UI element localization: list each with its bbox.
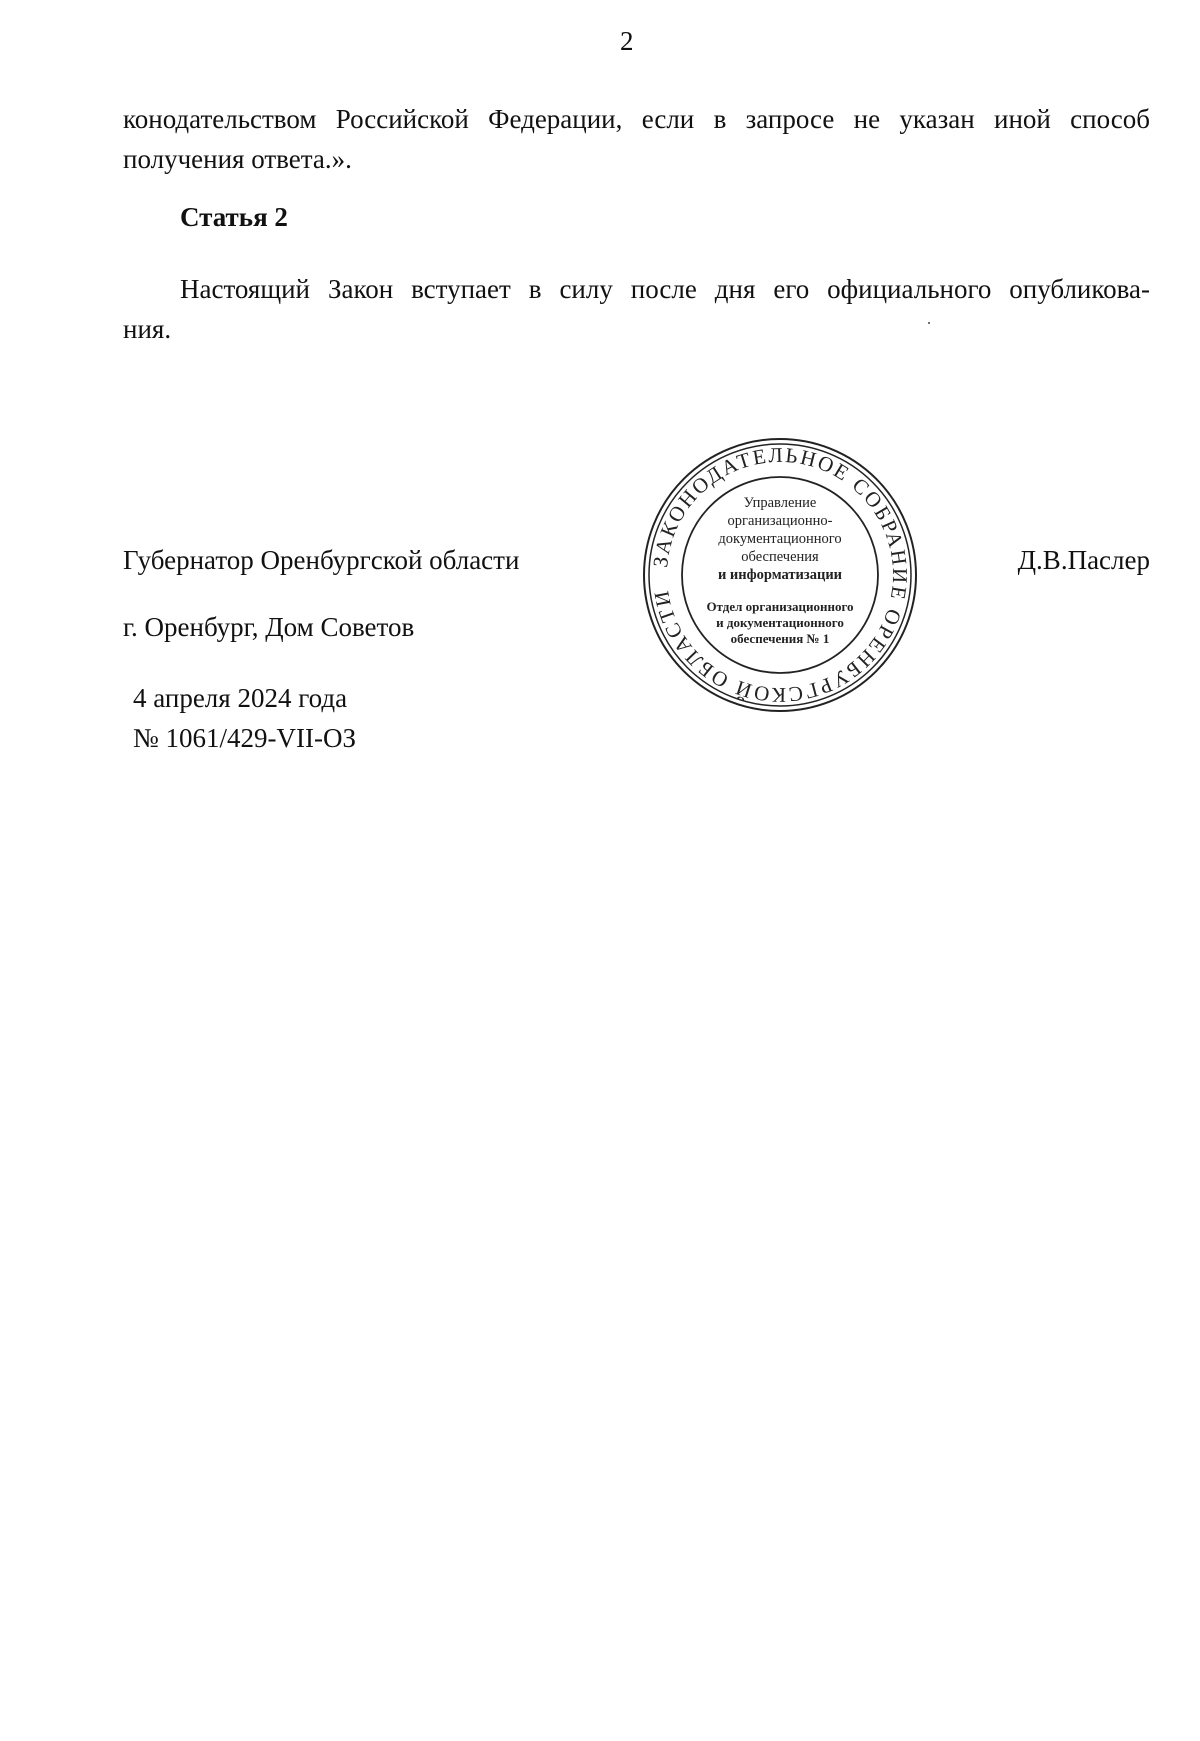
- signing-place: г. Оренбург, Дом Советов: [123, 612, 415, 642]
- article-body-line-1: Настоящий Закон вступает в силу после дня его официального опубликова-: [180, 274, 1150, 304]
- paragraph-continuation-line-1: конодательством Российской Федерации, если в запросе не указан иной способ: [123, 104, 1150, 134]
- seal-center-line-1: Управление: [743, 495, 817, 511]
- seal-bottom-line-3: обеспечения № 1: [730, 631, 830, 646]
- governor-title: Губернатор Оренбургской области: [123, 545, 520, 575]
- page-number: 2: [620, 26, 634, 56]
- governor-name: Д.В.Паслер: [1017, 545, 1150, 575]
- scan-speck: [928, 322, 930, 324]
- paragraph-continuation-line-2: получения ответа.».: [123, 144, 352, 174]
- seal-bottom-line-2: и документационного: [716, 615, 844, 630]
- article-heading: Статья 2: [180, 202, 288, 232]
- seal-center-line-4: обеспечения: [741, 549, 819, 565]
- seal-center-line-5: и информатизации: [717, 567, 843, 583]
- seal-center-line-3: документационного: [718, 531, 842, 547]
- article-body-line-2: ния.: [123, 314, 172, 344]
- law-number: № 1061/429-VII-ОЗ: [133, 723, 357, 753]
- seal-center-line-2: организационно-: [727, 513, 833, 529]
- seal-bottom-line-1: Отдел организационного: [706, 599, 854, 614]
- signing-date: 4 апреля 2024 года: [133, 683, 348, 713]
- official-seal: [640, 435, 920, 715]
- seal-ring-text: ЗАКОНОДАТЕЛЬНОЕ СОБРАНИЕ ОРЕНБУРГСКОЙ ОБЛАСТИ: [648, 442, 913, 708]
